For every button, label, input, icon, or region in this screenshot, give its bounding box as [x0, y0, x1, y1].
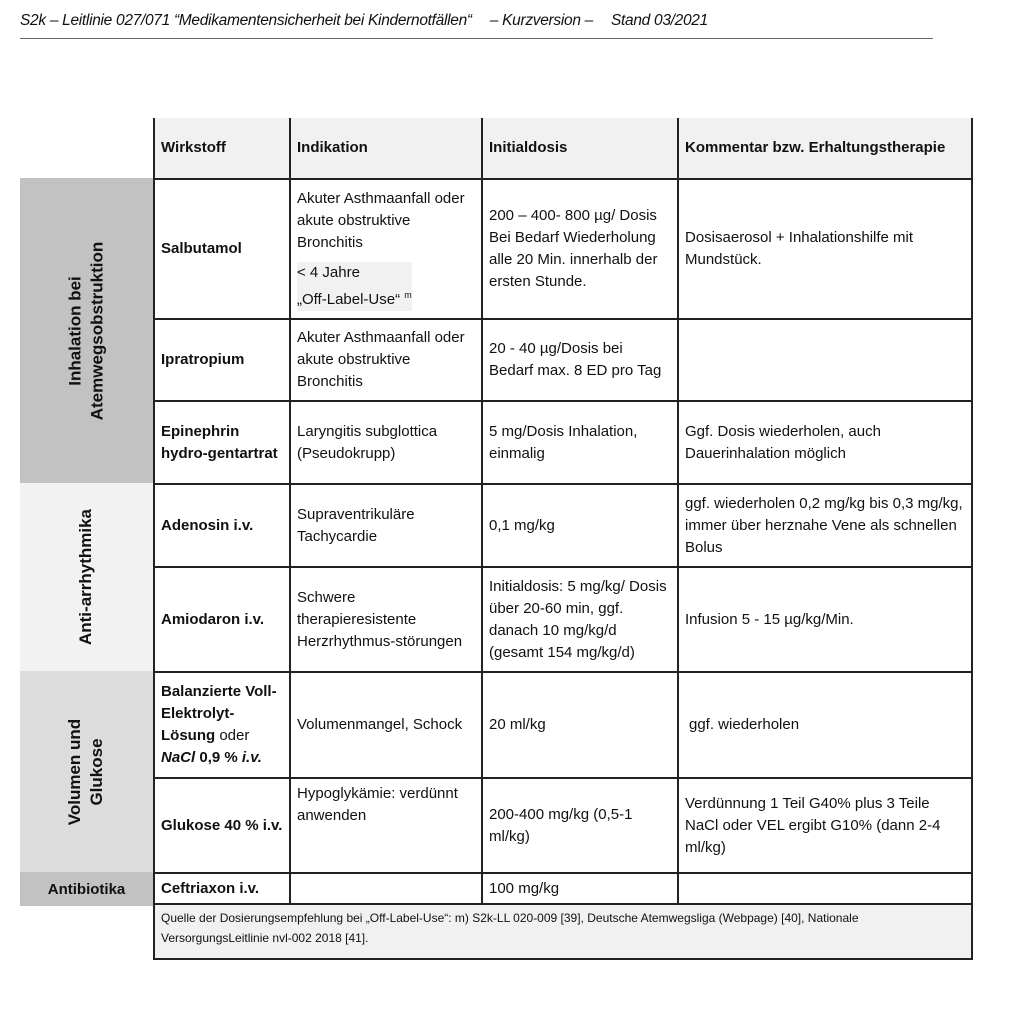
table-row [154, 484, 972, 567]
cell-initialdosis: 200 – 400- 800 µg/ Dosis Bei Bedarf Wiederholung alle 20 Min. innerhalb der ersten Stunde. [482, 179, 678, 319]
cell-initialdosis: 20 ml/kg [482, 672, 678, 778]
wirkstoff-part: Balanzierte Voll-Elektrolyt-Lösung [161, 683, 277, 744]
cell-indikation: Hypoglykämie: verdünnt anwenden [290, 778, 482, 873]
wirkstoff-part: i.v. [241, 749, 262, 766]
cell-indikation: Akuter Asthmaanfall oder akute obstruktive Bronchitis [290, 319, 482, 401]
table-row [154, 179, 972, 319]
off-label-note [297, 262, 412, 311]
page-header [20, 12, 726, 30]
cell-kommentar [678, 319, 972, 401]
cell-wirkstoff: Salbutamol [154, 179, 290, 319]
cell-indikation: Schwere therapieresistente Herzrhythmus-störungen [290, 567, 482, 672]
column-header-indikation: Indikation [290, 118, 482, 179]
cell-initialdosis: 0,1 mg/kg [482, 484, 678, 567]
cell-initialdosis: 20 - 40 µg/Dosis bei Bedarf max. 8 ED pro Tag [482, 319, 678, 401]
cell-indikation [290, 179, 482, 319]
category-label: Anti-arrhythmika [76, 508, 96, 646]
cell-kommentar [678, 873, 972, 904]
cell-indikation: Volumenmangel, Schock [290, 672, 482, 778]
category-label: Inhalation bei [65, 275, 85, 386]
cell-wirkstoff: Ceftriaxon i.v. [154, 873, 290, 904]
category-antibiotika [20, 872, 153, 906]
footnote-marker: m [404, 289, 412, 300]
indikation-text: Akuter Asthmaanfall oder akute obstruktive Bronchitis [297, 189, 465, 251]
cell-wirkstoff: Ipratropium [154, 319, 290, 401]
age-note: < 4 Jahre [297, 263, 360, 281]
category-label: Antibiotika [47, 880, 126, 898]
cell-wirkstoff: Adenosin i.v. [154, 484, 290, 567]
category-antiarrhythmika [20, 483, 153, 671]
category-inhalation [20, 178, 153, 483]
cell-initialdosis: 5 mg/Dosis Inhalation, einmalig [482, 401, 678, 484]
document-title: S2k – Leitlinie 027/071 “Medikamentensicherheit bei Kindernotfällen“ [20, 12, 472, 29]
footnote-row [154, 904, 972, 959]
cell-kommentar: Infusion 5 - 15 µg/kg/Min. [678, 567, 972, 672]
table-row [154, 672, 972, 778]
wirkstoff-part: NaCl [161, 749, 196, 766]
category-label: Atemwegsobstruktion [87, 241, 107, 420]
cell-indikation [290, 873, 482, 904]
document-stand: Stand 03/2021 [610, 12, 708, 29]
cell-wirkstoff: Epinephrin hydro-gentartrat [154, 401, 290, 484]
category-label: Glukose [87, 737, 107, 806]
table-row [154, 567, 972, 672]
cell-kommentar: Verdünnung 1 Teil G40% plus 3 Teile NaCl oder VEL ergibt G10% (dann 2-4 ml/kg) [678, 778, 972, 873]
cell-initialdosis: 100 mg/kg [482, 873, 678, 904]
column-header-kommentar: Kommentar bzw. Erhaltungstherapie [678, 118, 972, 179]
cell-wirkstoff: Glukose 40 % i.v. [154, 778, 290, 873]
cell-kommentar: Dosisaerosol + Inhalationshilfe mit Mundstück. [678, 179, 972, 319]
footnote: Quelle der Dosierungsempfehlung bei „Off-Label-Use“: m) S2k-LL 020-009 [39], Deutsche Atemwegsliga (Webpage) [40], Nationale VersorgungsLeitlinie nvl-002 2018 [41]. [154, 904, 972, 959]
off-label-text: „Off-Label-Use“ [297, 290, 401, 308]
cell-wirkstoff [154, 672, 290, 778]
cell-kommentar: Ggf. Dosis wiederholen, auch Dauerinhalation möglich [678, 401, 972, 484]
table-row [154, 778, 972, 873]
column-header-initialdosis: Initialdosis [482, 118, 678, 179]
cell-wirkstoff: Amiodaron i.v. [154, 567, 290, 672]
wirkstoff-part: 0,9 % [195, 749, 242, 766]
medication-table [153, 118, 973, 960]
cell-indikation: Supraventrikuläre Tachycardie [290, 484, 482, 567]
column-header-wirkstoff: Wirkstoff [154, 118, 290, 179]
cell-initialdosis: Initialdosis: 5 mg/kg/ Dosis über 20-60 min, ggf. danach 10 mg/kg/d (gesamt 154 mg/kg/d) [482, 567, 678, 672]
cell-kommentar: ggf. wiederholen [678, 672, 972, 778]
cell-kommentar: ggf. wiederholen 0,2 mg/kg bis 0,3 mg/kg, immer über herznahe Vene als schnellen Bolus [678, 484, 972, 567]
category-volumen-glukose [20, 671, 153, 872]
table-row [154, 319, 972, 401]
wirkstoff-part: oder [215, 727, 250, 744]
cell-initialdosis: 200-400 mg/kg (0,5-1 ml/kg) [482, 778, 678, 873]
table-row [154, 873, 972, 904]
document-version: – Kurzversion – [489, 12, 593, 29]
category-label: Volumen und [65, 718, 85, 825]
table-row [154, 401, 972, 484]
cell-indikation: Laryngitis subglottica (Pseudokrupp) [290, 401, 482, 484]
table-header-row [154, 118, 972, 179]
